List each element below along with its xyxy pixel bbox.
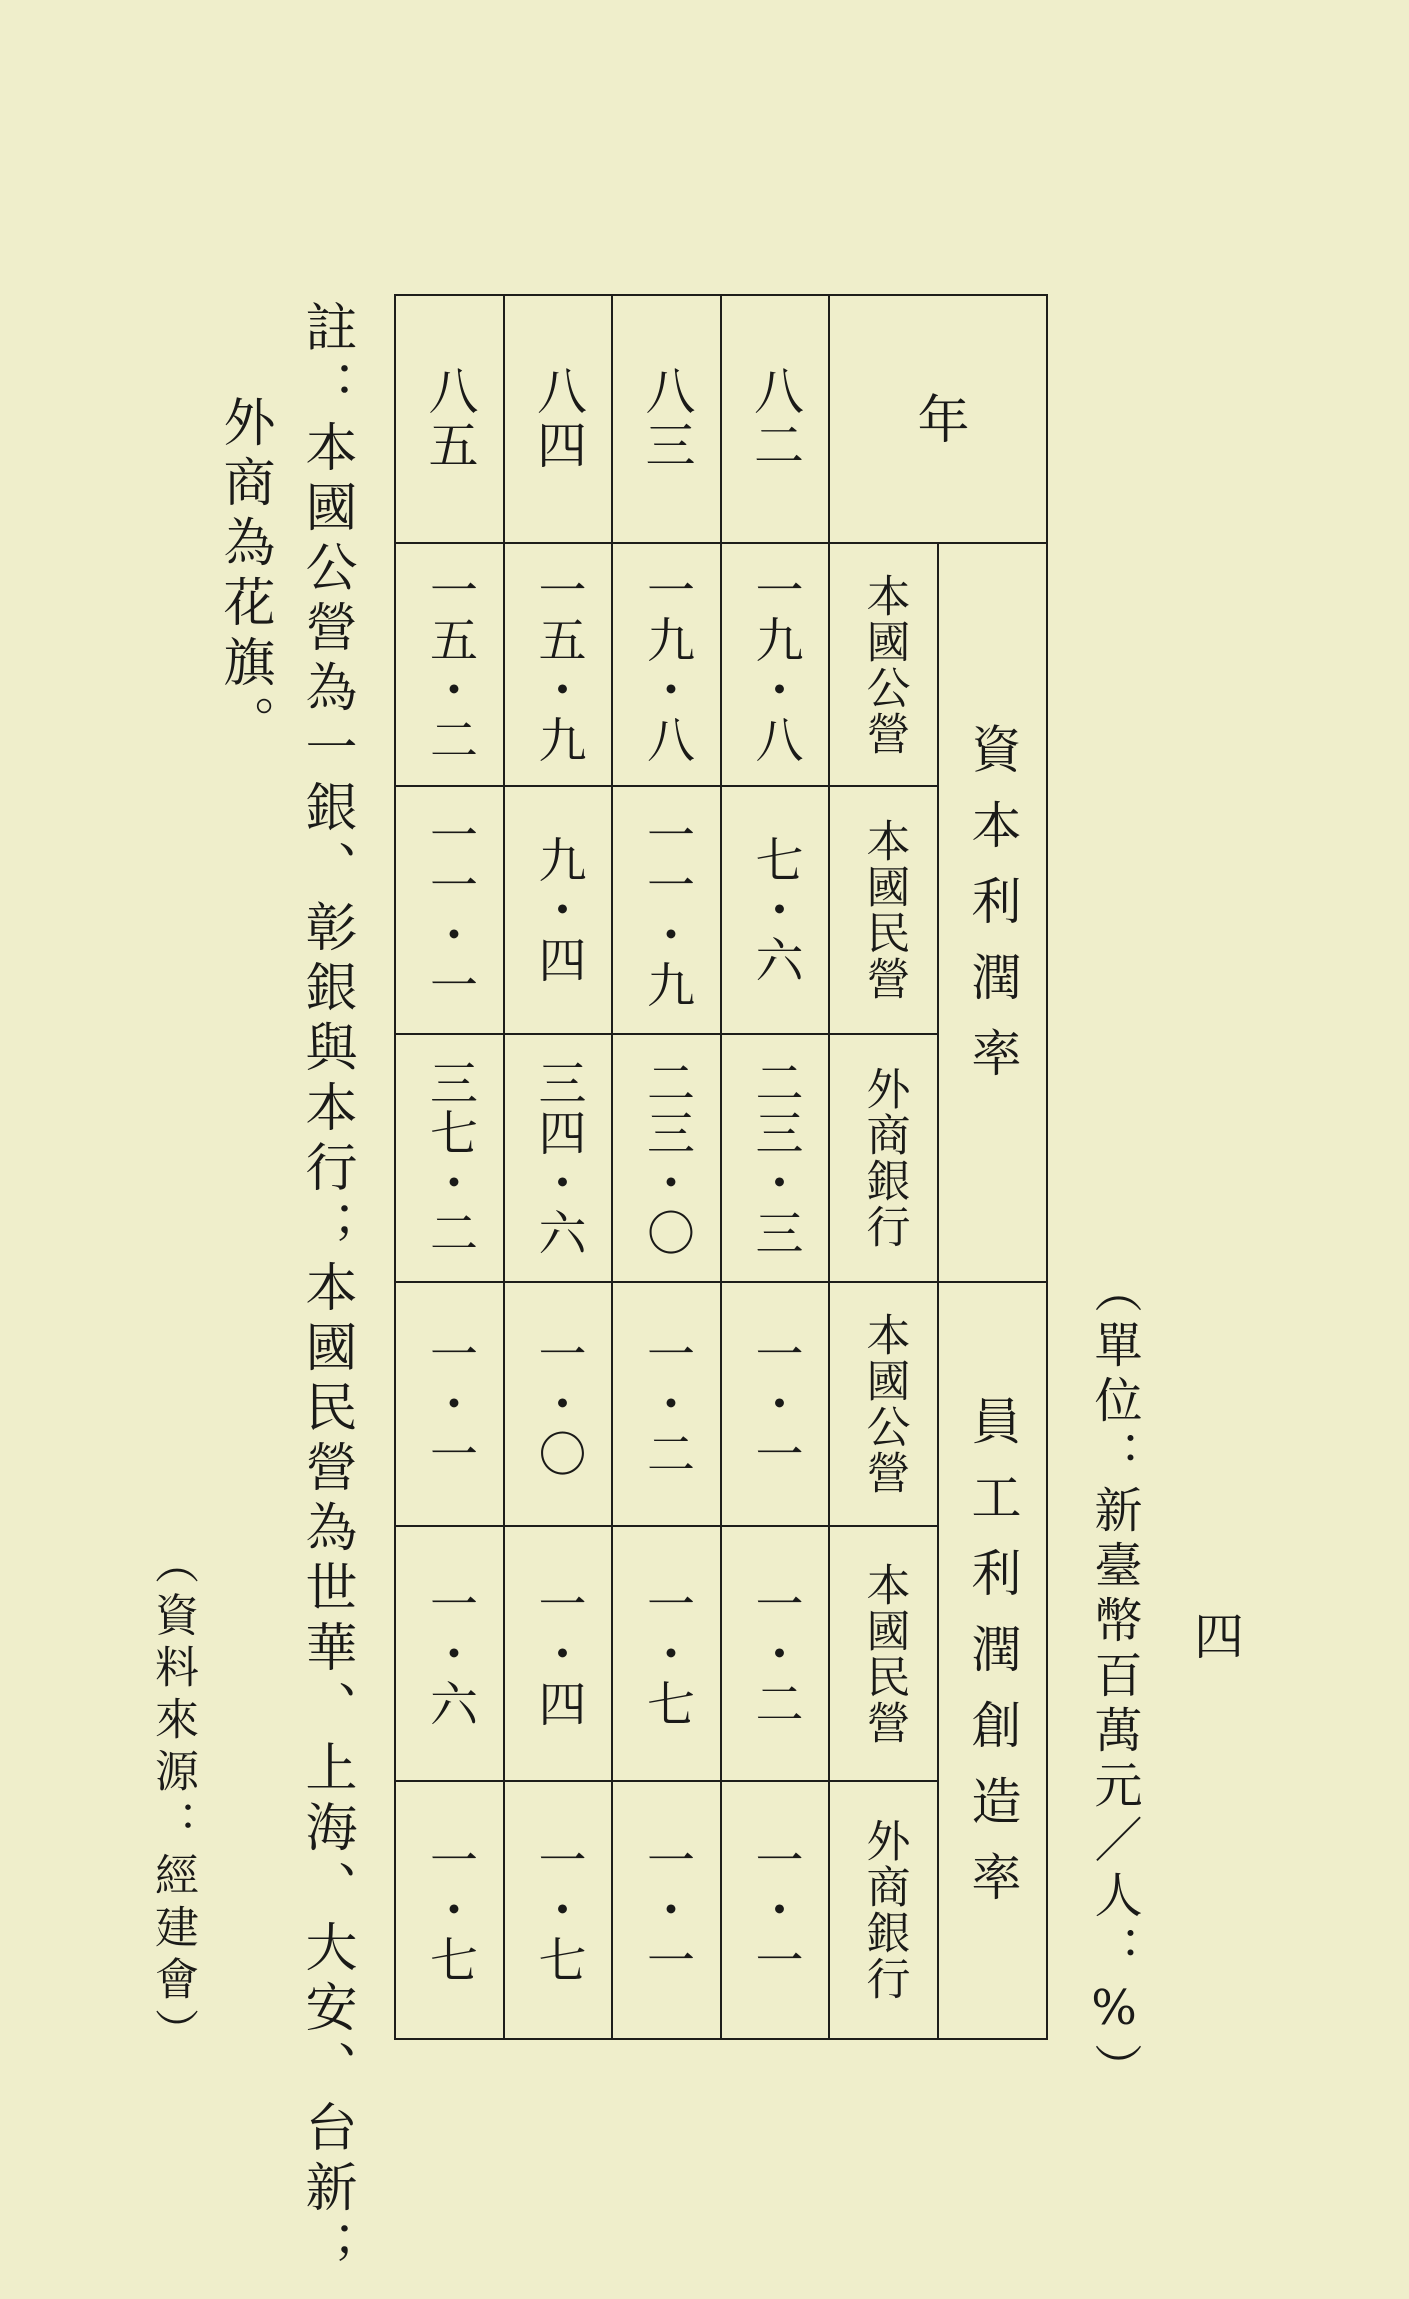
table-cell: 二三・三 [747, 1058, 803, 1258]
subheader: 外商銀行 [858, 1818, 910, 2002]
year-cell: 八二 [746, 365, 804, 473]
table-cell: 一・二 [638, 1329, 695, 1479]
table-cell: 三四・六 [530, 1058, 586, 1258]
table-cell: 一・一 [747, 1329, 803, 1479]
table-cell: 一・六 [421, 1578, 478, 1729]
unit-note: （單位：新臺幣百萬元／人：%） [1086, 1265, 1142, 2098]
subheader: 本國民營 [858, 818, 910, 1002]
table-cell: 一五・二 [421, 564, 478, 765]
table-cell: 一・一 [638, 1835, 695, 1985]
table-cell: 一・一 [747, 1835, 803, 1985]
subheader: 本國公營 [858, 572, 910, 757]
table-cell: 一・七 [638, 1578, 695, 1729]
subheader: 外商銀行 [858, 1066, 910, 1250]
data-source: （資料來源：經建會） [147, 1540, 198, 2060]
table-note-continued: 外商為花旗。 [214, 395, 274, 755]
profit-rate-table [394, 294, 1048, 2040]
table-cell: 一一・一 [421, 810, 478, 1010]
table-cell: 二三・〇 [638, 1058, 695, 1258]
table-cell: 一九・八 [747, 564, 803, 765]
page-number: 四 [1186, 1610, 1244, 1660]
year-header: 年 [908, 392, 968, 444]
table-cell: 九・四 [530, 835, 586, 985]
table-cell: 一五・九 [530, 564, 586, 765]
table-cell: 三七・二 [421, 1058, 478, 1258]
table-note: 註：本國公營為一銀、彰銀與本行；本國民營為世華、上海、大安、台新； [296, 300, 356, 2280]
group-header-employee-profit-rate: 員工利潤創造率 [963, 1394, 1022, 1927]
table-cell: 一・一 [421, 1329, 478, 1479]
table-cell: 一九・八 [638, 564, 695, 765]
group-header-capital-profit-rate: 資本利潤率 [963, 722, 1022, 1103]
year-cell: 八四 [529, 365, 587, 473]
table-cell: 一・七 [421, 1835, 478, 1985]
table-cell: 一・四 [530, 1578, 586, 1729]
subheader: 本國公營 [858, 1312, 910, 1496]
year-cell: 八三 [637, 365, 696, 473]
table-cell: 一・二 [747, 1578, 803, 1729]
table-border-right [1046, 294, 1048, 2040]
subheader: 本國民營 [858, 1561, 910, 1746]
table-cell: 一・七 [530, 1835, 586, 1985]
table-cell: 七・六 [747, 835, 803, 985]
table-cell: 一・〇 [530, 1329, 586, 1479]
table-cell: 一一・九 [638, 810, 695, 1010]
year-cell: 八五 [420, 365, 479, 473]
